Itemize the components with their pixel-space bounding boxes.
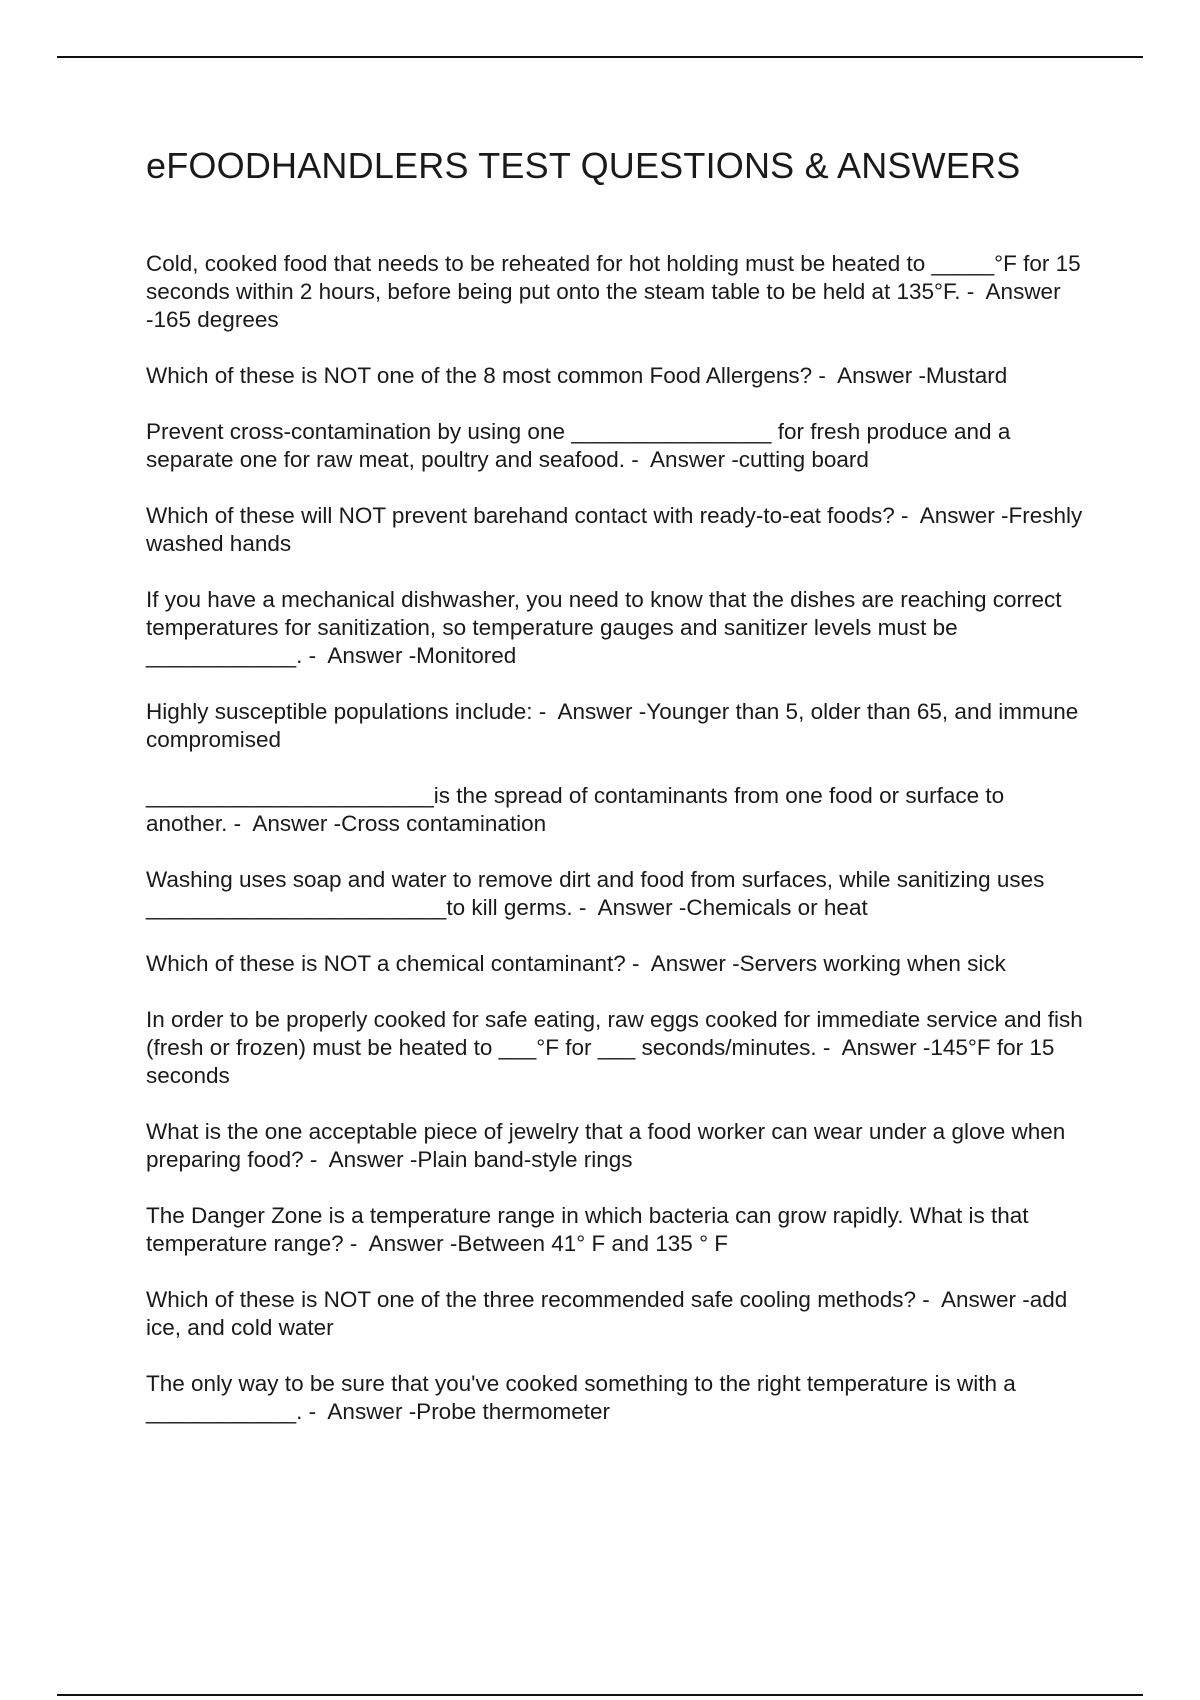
qa-item: What is the one acceptable piece of jewelry that a food worker can wear under a glove when preparing food? - Answer -Plain band-style rings — [146, 1119, 1072, 1172]
qa-item: _______________________is the spread of contaminants from one food or surface to another. - Answer -Cross contamination — [146, 783, 1011, 836]
qa-item: If you have a mechanical dishwasher, you need to know that the dishes are reaching correct temperatures for sanitization, so temperature gauges and sanitizer levels must be ____________. - Answer -Monitored — [146, 587, 1068, 668]
qa-item: Highly susceptible populations include: - Answer -Younger than 5, older than 65, and immune compromised — [146, 699, 1085, 752]
top-divider — [57, 56, 1143, 58]
document-body — [146, 140, 1090, 1454]
qa-item: In order to be properly cooked for safe eating, raw eggs cooked for immediate service and fish (fresh or frozen) must be heated to ___°F for ___ seconds/minutes. - Answer -145°F for 15 seconds — [146, 1007, 1090, 1088]
qa-item: Which of these will NOT prevent barehand contact with ready-to-eat foods? - Answer -Freshly washed hands — [146, 503, 1089, 556]
qa-item: Which of these is NOT one of the 8 most common Food Allergens? - Answer -Mustard — [146, 363, 1008, 388]
qa-item: Cold, cooked food that needs to be reheated for hot holding must be heated to _____°F for 15 seconds within 2 hours, before being put onto the steam table to be held at 135°F. - Answer -165 degrees — [146, 251, 1087, 332]
document-title: eFOODHANDLERS TEST QUESTIONS & ANSWERS — [146, 145, 1021, 186]
bottom-divider — [57, 1694, 1143, 1696]
qa-item: The only way to be sure that you've cooked something to the right temperature is with a ____________. - Answer -Probe thermometer — [146, 1371, 1023, 1424]
qa-item: Prevent cross-contamination by using one ________________ for fresh produce and a separate one for raw meat, poultry and seafood. - Answer -cutting board — [146, 419, 1017, 472]
qa-item: The Danger Zone is a temperature range in which bacteria can grow rapidly. What is that temperature range? - Answer -Between 41° F and 135 ° F — [146, 1203, 1035, 1256]
qa-item: Which of these is NOT one of the three recommended safe cooling methods? - Answer -add ice, and cold water — [146, 1287, 1074, 1340]
qa-item: Washing uses soap and water to remove dirt and food from surfaces, while sanitizing uses ________________________to kill germs. - Answer -Chemicals or heat — [146, 867, 1051, 920]
qa-item: Which of these is NOT a chemical contaminant? - Answer -Servers working when sick — [146, 951, 1006, 976]
